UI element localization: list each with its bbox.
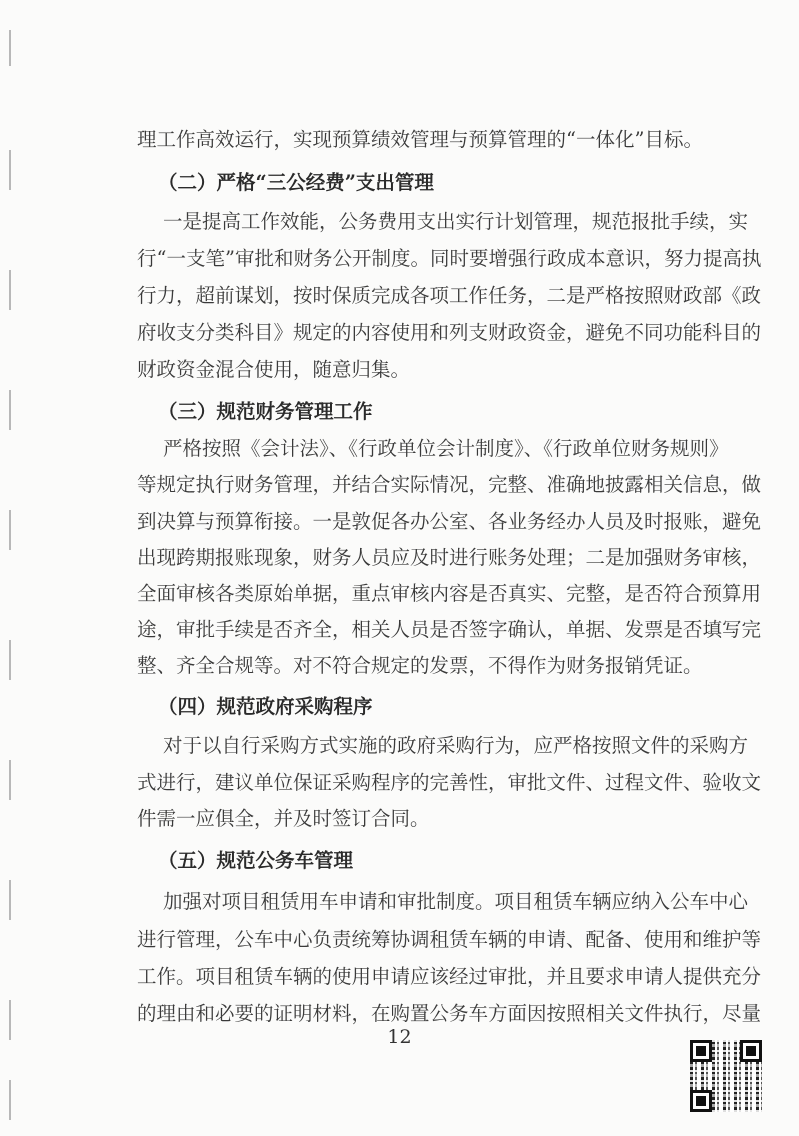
section-heading-2: （二）严格“三公经费”支出管理 xyxy=(158,171,434,194)
section-heading-3: （三）规范财务管理工作 xyxy=(158,400,373,423)
paragraph-line: 严格按照《会计法》、《行政单位会计制度》、《行政单位财务规则》 xyxy=(163,437,729,460)
page-number: 12 xyxy=(387,1026,412,1048)
binding-mark xyxy=(9,1080,11,1120)
binding-mark xyxy=(9,760,11,800)
paragraph-line: 工作。项目租赁车辆的使用申请应该经过审批，并且要求申请人提供充分 xyxy=(137,965,762,988)
paragraph-line: 财政资金混合使用，随意归集。 xyxy=(137,358,411,381)
binding-mark xyxy=(9,150,11,190)
paragraph-line: 理工作高效运行，实现预算绩效管理与预算管理的“一体化”目标。 xyxy=(137,128,703,151)
binding-mark xyxy=(9,510,11,550)
binding-mark xyxy=(9,640,11,680)
paragraph-line: 等规定执行财务管理，并结合实际情况，完整、准确地披露相关信息，做 xyxy=(137,473,762,496)
paragraph-line: 进行管理，公车中心负责统筹协调租赁车辆的申请、配备、使用和维护等 xyxy=(137,928,762,951)
paragraph-line: 途，审批手续是否齐全，相关人员是否签字确认，单据、发票是否填写完 xyxy=(137,618,762,641)
section-heading-4: （四）规范政府采购程序 xyxy=(158,695,373,718)
binding-mark xyxy=(9,390,11,430)
paragraph-line: 加强对项目租赁用车申请和审批制度。项目租赁车辆应纳入公车中心 xyxy=(163,890,749,913)
paragraph-line: 对于以自行采购方式实施的政府采购行为，应严格按照文件的采购方 xyxy=(163,734,749,757)
paragraph-line: 行力，超前谋划，按时保质完成各项工作任务，二是严格按照财政部《政 xyxy=(137,284,762,307)
paragraph-line: 全面审核各类原始单据，重点审核内容是否真实、完整，是否符合预算用 xyxy=(137,582,762,605)
binding-mark xyxy=(9,30,11,66)
paragraph-line: 一是提高工作效能，公务费用支出实行计划管理，规范报批手续，实 xyxy=(163,210,749,233)
paragraph-line: 行“一支笔”审批和财务公开制度。同时要增强行政成本意识，努力提高执 xyxy=(137,247,762,270)
binding-mark xyxy=(9,880,11,920)
paragraph-line: 整、齐全合规等。对不符合规定的发票，不得作为财务报销凭证。 xyxy=(137,654,703,677)
paragraph-line: 出现跨期报账现象，财务人员应及时进行账务处理；二是加强财务审核， xyxy=(137,546,762,569)
paragraph-line: 到决算与预算衔接。一是敦促各办公室、各业务经办人员及时报账，避免 xyxy=(137,510,762,533)
paragraph-line: 式进行，建议单位保证采购程序的完善性，审批文件、过程文件、验收文 xyxy=(137,771,762,794)
qr-code-icon xyxy=(690,1040,762,1112)
paragraph-line: 件需一应俱全，并及时签订合同。 xyxy=(137,807,430,830)
paragraph-line: 的理由和必要的证明材料，在购置公务车方面因按照相关文件执行，尽量 xyxy=(137,1002,762,1025)
binding-mark xyxy=(9,270,11,310)
paragraph-line: 府收支分类科目》规定的内容使用和列支财政资金，避免不同功能科目的 xyxy=(137,321,762,344)
section-heading-5: （五）规范公务车管理 xyxy=(158,849,354,872)
